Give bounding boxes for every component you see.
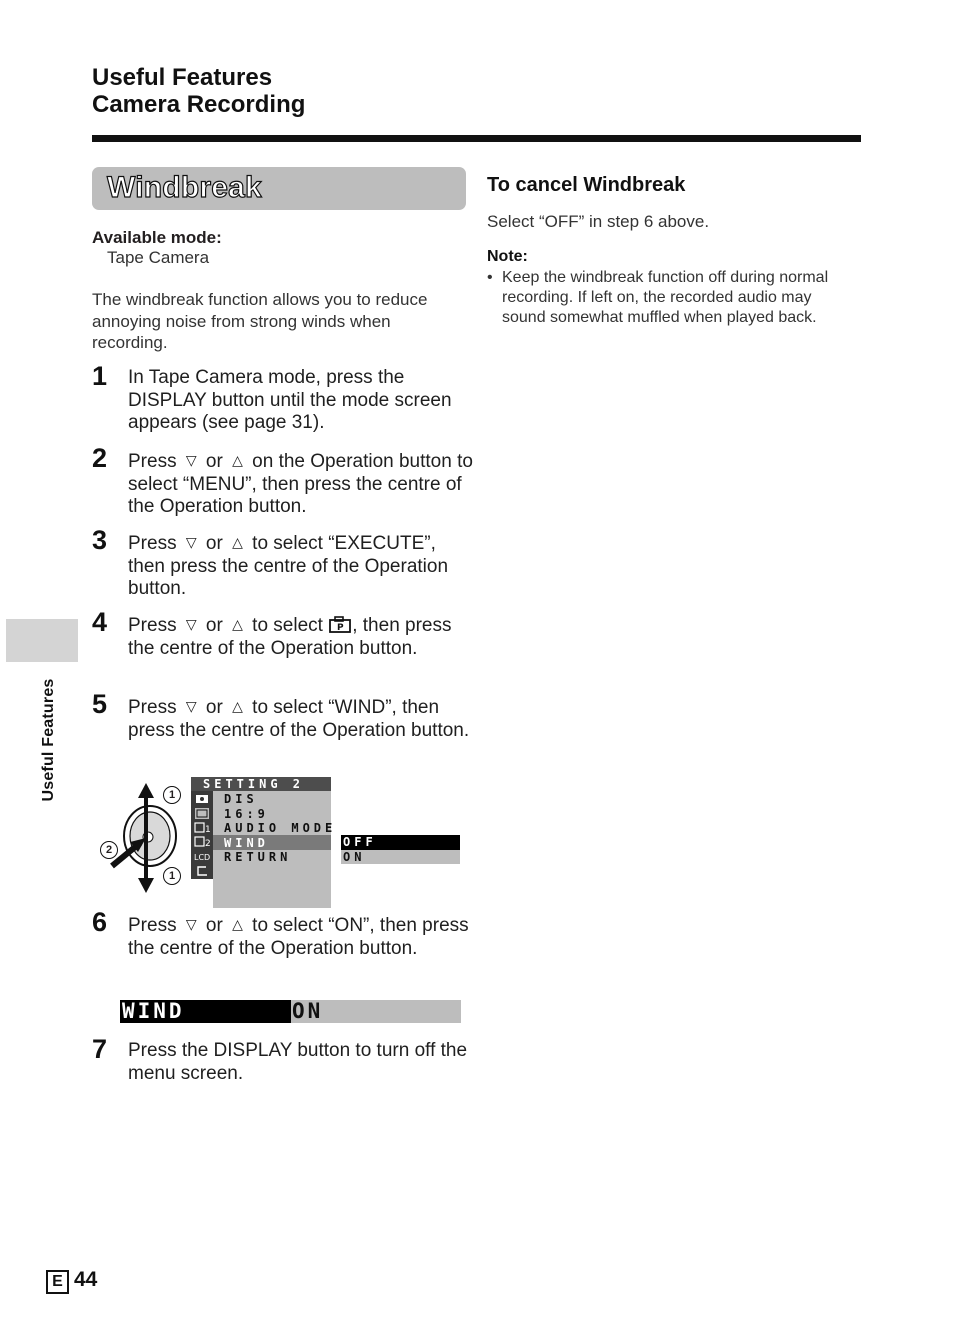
note-text: Keep the windbreak function off during normal recording. If left on, the recorded audio may sound somewhat muffled when played back. — [502, 269, 829, 326]
menu-option-off-row — [341, 835, 460, 850]
wind-bar-value-box — [291, 1000, 461, 1023]
svg-text:P: P — [337, 623, 344, 633]
down-arrow-icon: ▽ — [185, 534, 197, 550]
down-arrow-icon: ▽ — [185, 698, 197, 714]
step-text: Press ▽ or △ to select “WIND”, then press the centre of the Operation button. — [128, 697, 470, 741]
menu-icon-label: 1 — [205, 825, 211, 835]
note-label: Note: — [487, 248, 528, 265]
available-mode-value: Tape Camera — [107, 248, 210, 267]
menu-icon-label: LCD — [194, 853, 211, 862]
down-arrow-icon: ▽ — [185, 452, 197, 468]
menu-items — [224, 792, 336, 865]
step-text: Press the DISPLAY button to turn off the menu screen. — [128, 1040, 468, 1084]
menu-item-return: RETURN — [224, 850, 292, 864]
wind-bar-label-box — [120, 1000, 291, 1023]
wind-bar-label: WIND — [122, 999, 185, 1023]
menu-option-on-row — [341, 850, 460, 864]
up-arrow-icon: △ — [232, 916, 243, 932]
menu-screen-illustration — [98, 776, 468, 908]
callout-1-top: 1 — [163, 786, 181, 804]
step-text: In Tape Camera mode, press the DISPLAY button until the mode screen appears (see page 31). — [128, 367, 452, 434]
step-number: 1 — [92, 361, 108, 391]
cancel-heading: To cancel Windbreak — [487, 174, 686, 196]
setting-2-icon — [328, 616, 352, 634]
step-number: 4 — [92, 607, 108, 637]
subsection-title: Camera Recording — [92, 91, 306, 118]
up-arrow-icon: △ — [232, 534, 243, 550]
step-number: 2 — [92, 443, 108, 473]
step-number: 6 — [92, 907, 108, 937]
menu-option-on: ON — [343, 850, 366, 864]
step-text: Press ▽ or △ to select “EXECUTE”, then press the centre of the Operation button. — [128, 533, 449, 600]
up-arrow-icon: △ — [232, 452, 243, 468]
up-arrow-icon: △ — [232, 698, 243, 714]
wind-bar-value: ON — [292, 999, 324, 1023]
page-number: 44 — [74, 1268, 98, 1291]
step-number: 5 — [92, 689, 108, 719]
menu-item-16-9: 16:9 — [224, 806, 269, 821]
cancel-text: Select “OFF” in step 6 above. — [487, 212, 710, 231]
note-body — [487, 268, 847, 328]
step-number: 7 — [92, 1034, 108, 1064]
down-arrow-icon: ▽ — [185, 616, 197, 632]
note-bullet: • — [487, 269, 493, 286]
title-band — [92, 167, 466, 210]
step-number: 3 — [92, 525, 108, 555]
menu-side-icons — [191, 791, 213, 879]
callout-1-bottom: 1 — [163, 867, 181, 885]
header-rule — [92, 135, 861, 142]
menu-item-dis: DIS — [224, 792, 258, 806]
up-arrow-icon: △ — [232, 616, 243, 632]
language-badge: E — [46, 1270, 69, 1294]
page-title: Windbreak — [107, 171, 262, 204]
side-tab — [6, 619, 78, 662]
step-text: Press ▽ or △ to select P , then press the centre of the Operation button. — [128, 615, 452, 659]
step-text: Press ▽ or △ to select “ON”, then press the centre of the Operation button. — [128, 915, 469, 959]
menu-title: SETTING 2 — [203, 777, 305, 791]
available-mode-label: Available mode: — [92, 228, 222, 247]
page-header — [92, 64, 305, 118]
menu-icon-column — [191, 791, 213, 879]
menu-icon-label: 2 — [205, 839, 211, 849]
section-title: Useful Features — [92, 64, 273, 91]
menu-item-audio-mode: AUDIO MODE — [224, 821, 337, 835]
down-arrow-icon: ▽ — [185, 916, 197, 932]
menu-option-off: OFF — [343, 835, 377, 849]
side-tab-label: Useful Features — [40, 678, 57, 802]
menu-item-wind: WIND — [224, 835, 269, 850]
step-text: Press ▽ or △ on the Operation button to select “MENU”, then press the centre of the Operation button. — [128, 451, 473, 518]
intro-text: The windbreak function allows you to reduce annoying noise from strong winds when recording. — [92, 290, 428, 352]
callout-2: 2 — [100, 841, 118, 859]
menu-title-bar — [191, 777, 331, 791]
